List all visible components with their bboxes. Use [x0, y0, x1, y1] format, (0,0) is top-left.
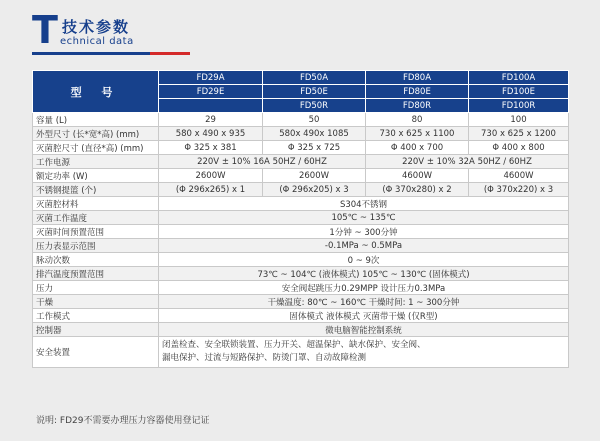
cell: 2600W: [159, 169, 263, 183]
table-row: [33, 295, 569, 309]
header-title-en: echnical data: [60, 36, 134, 47]
cell: 100: [469, 113, 569, 127]
table-row: [33, 253, 569, 267]
cell: S304不锈钢: [159, 197, 569, 211]
table-row: [33, 127, 569, 141]
table-row: [33, 337, 569, 368]
cell: [159, 337, 569, 368]
cell: Φ 400 x 800: [469, 141, 569, 155]
cell: Φ 400 x 700: [366, 141, 469, 155]
cell: 固体模式 液体模式 灭菌带干燥 (仅R型): [159, 309, 569, 323]
table-row: [33, 155, 569, 169]
table-row: [33, 211, 569, 225]
model-cell: FD50E: [263, 85, 366, 99]
cell: 220V ± 10% 16A 50HZ / 60HZ: [159, 155, 366, 169]
cell: -0.1MPa ~ 0.5MPa: [159, 239, 569, 253]
model-label: 型 号: [33, 71, 159, 113]
model-cell: FD29A: [159, 71, 263, 85]
cell: 2600W: [263, 169, 366, 183]
model-cell: FD80A: [366, 71, 469, 85]
table-row: [33, 309, 569, 323]
table-row: [33, 267, 569, 281]
cell: 80: [366, 113, 469, 127]
table-row: [33, 197, 569, 211]
row-label: 安全装置: [33, 337, 159, 368]
header-underline-red: [150, 52, 190, 55]
row-label: 压力表显示范围: [33, 239, 159, 253]
cell: 4600W: [366, 169, 469, 183]
row-label: 灭菌时间预置范围: [33, 225, 159, 239]
row-label: 干燥: [33, 295, 159, 309]
row-label: 灭菌腔材料: [33, 197, 159, 211]
cell: 105℃ ~ 135℃: [159, 211, 569, 225]
header-big-letter: T: [32, 8, 58, 52]
header-underline-blue: [32, 52, 150, 55]
table-row: [33, 183, 569, 197]
cell: 29: [159, 113, 263, 127]
model-cell: FD29E: [159, 85, 263, 99]
row-label: 灭菌腔尺寸 (直径*高) (mm): [33, 141, 159, 155]
footnote: 说明: FD29不需要办理压力容器使用登记证: [36, 416, 210, 426]
row-label: 灭菌工作温度: [33, 211, 159, 225]
table-row: [33, 281, 569, 295]
row-label: 排汽温度预置范围: [33, 267, 159, 281]
model-cell: FD50R: [263, 99, 366, 113]
cell: (Φ 296x205) x 3: [263, 183, 366, 197]
row-label: 工作电源: [33, 155, 159, 169]
model-cell: FD100E: [469, 85, 569, 99]
table-row: [33, 323, 569, 337]
table-row: [33, 225, 569, 239]
row-label: 不锈钢提篮 (个): [33, 183, 159, 197]
cell: (Φ 370x280) x 2: [366, 183, 469, 197]
row-label: 外型尺寸 (长*宽*高) (mm): [33, 127, 159, 141]
cell: Φ 325 x 725: [263, 141, 366, 155]
table-row: [33, 113, 569, 127]
table-row: [33, 239, 569, 253]
table-row: [33, 169, 569, 183]
row-label: 压力: [33, 281, 159, 295]
model-cell: FD80E: [366, 85, 469, 99]
cell: 50: [263, 113, 366, 127]
cell: 微电脑智能控制系统: [159, 323, 569, 337]
row-label: 脉动次数: [33, 253, 159, 267]
cell: 73℃ ~ 104℃ (液体模式) 105℃ ~ 130℃ (固体模式): [159, 267, 569, 281]
safety-line: 闭盖检查、安全联锁装置、压力开关、超温保护、缺水保护、安全阀、: [162, 340, 426, 350]
row-label: 容量 (L): [33, 113, 159, 127]
spec-table: [32, 70, 569, 368]
cell: 干燥温度: 80℃ ~ 160℃ 干燥时间: 1 ~ 300分钟: [159, 295, 569, 309]
cell: 220V ± 10% 32A 50HZ / 60HZ: [366, 155, 569, 169]
safety-line: 漏电保护、过流与短路保护、防烫门罩、自动故障检测: [162, 353, 367, 363]
cell: (Φ 296x265) x 1: [159, 183, 263, 197]
cell: 730 x 625 x 1100: [366, 127, 469, 141]
header-title-cn: 技术参数: [62, 18, 131, 36]
cell: 1分钟 ~ 300分钟: [159, 225, 569, 239]
cell: 4600W: [469, 169, 569, 183]
cell: 580 x 490 x 935: [159, 127, 263, 141]
table-row: [33, 141, 569, 155]
cell: Φ 325 x 381: [159, 141, 263, 155]
cell: 730 x 625 x 1200: [469, 127, 569, 141]
row-label: 工作模式: [33, 309, 159, 323]
model-cell: FD50A: [263, 71, 366, 85]
model-cell: FD80R: [366, 99, 469, 113]
model-cell: FD100R: [469, 99, 569, 113]
cell: 0 ~ 9次: [159, 253, 569, 267]
section-header: [32, 8, 568, 58]
model-cell: FD100A: [469, 71, 569, 85]
cell: (Φ 370x220) x 3: [469, 183, 569, 197]
model-cell-empty: [159, 99, 263, 113]
cell: 安全阀起跳压力0.29MPP 设计压力0.3MPa: [159, 281, 569, 295]
row-label: 控制器: [33, 323, 159, 337]
row-label: 额定功率 (W): [33, 169, 159, 183]
model-row: [33, 71, 569, 85]
cell: 580x 490x 1085: [263, 127, 366, 141]
